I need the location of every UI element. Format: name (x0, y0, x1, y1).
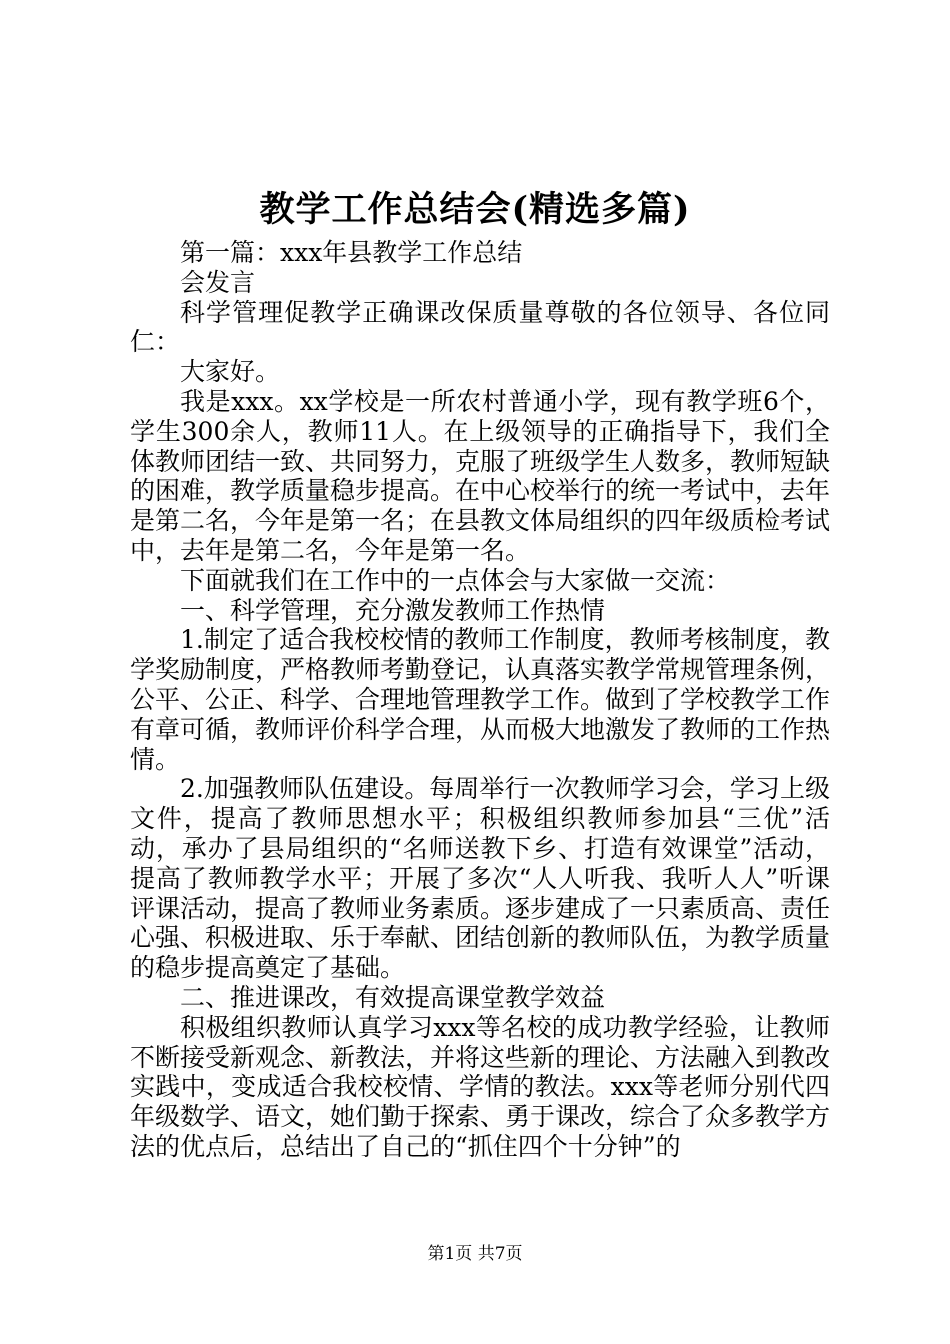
paragraph: 大家好。 (180, 357, 281, 387)
document-body (130, 238, 830, 1162)
document-title: 教学工作总结会(精选多篇) (259, 189, 691, 230)
paragraph: 下面就我们在工作中的一点体会与大家做一交流： (180, 565, 731, 595)
section-heading: 二、推进课改，有效提高课堂教学效益 (180, 982, 606, 1012)
paragraph: 积极组织教师认真学习xxx等名校的成功教学经验，让教师不断接受新观念、新教法，并将这些新的理论、方法融入到教改实践中，变成适合我校校情、学情的教法。xxx等老师分别代四年级数学、语文，她们勤于探索、勇于课改，综合了众多教学方法的优点后，总结出了自己的“抓住四个十分钟”的 (130, 1012, 831, 1161)
paragraph: 1.制定了适合我校校情的教师工作制度，教师考核制度，教学奖励制度，严格教师考勤登记，认真落实教学常规管理条例，公平、公正、科学、合理地管理教学工作。做到了学校教学工作有章可循，教师评价科学合理，从而极大地激发了教师的工作热情。 (130, 625, 831, 774)
page-number-footer: 第1页 共7页 (427, 1244, 523, 1264)
paragraph: 我是xxx。xx学校是一所农村普通小学，现有教学班6个，学生300余人，教师11人。在上级领导的正确指导下，我们全体教师团结一致、共同努力，克服了班级学生人数多，教师短缺的困难，教学质量稳步提高。在中心校举行的统一考试中，去年是第二名，今年是第一名；在县教文体局组织的四年级质检考试中，去年是第二名，今年是第一名。 (130, 386, 831, 565)
paragraph: 第一篇：xxx年县教学工作总结 (180, 238, 523, 267)
paragraph: 会发言 (180, 267, 256, 297)
paragraph: 2.加强教师队伍建设。每周举行一次教师学习会，学习上级文件，提高了教师思想水平；积极组织教师参加县“三优”活动，承办了县局组织的“名师送教下乡、打造有效课堂”活动，提高了教师教学水平；开展了多次“人人听我、我听人人”听课评课活动，提高了教师业务素质。逐步建成了一只素质高、责任心强、积极进取、乐于奉献、团结创新的教师队伍，为教学质量的稳步提高奠定了基础。 (130, 774, 831, 983)
section-heading: 一、科学管理，充分激发教师工作热情 (180, 595, 606, 625)
paragraph: 科学管理促教学正确课改保质量尊敬的各位领导、各位同仁： (130, 297, 830, 357)
